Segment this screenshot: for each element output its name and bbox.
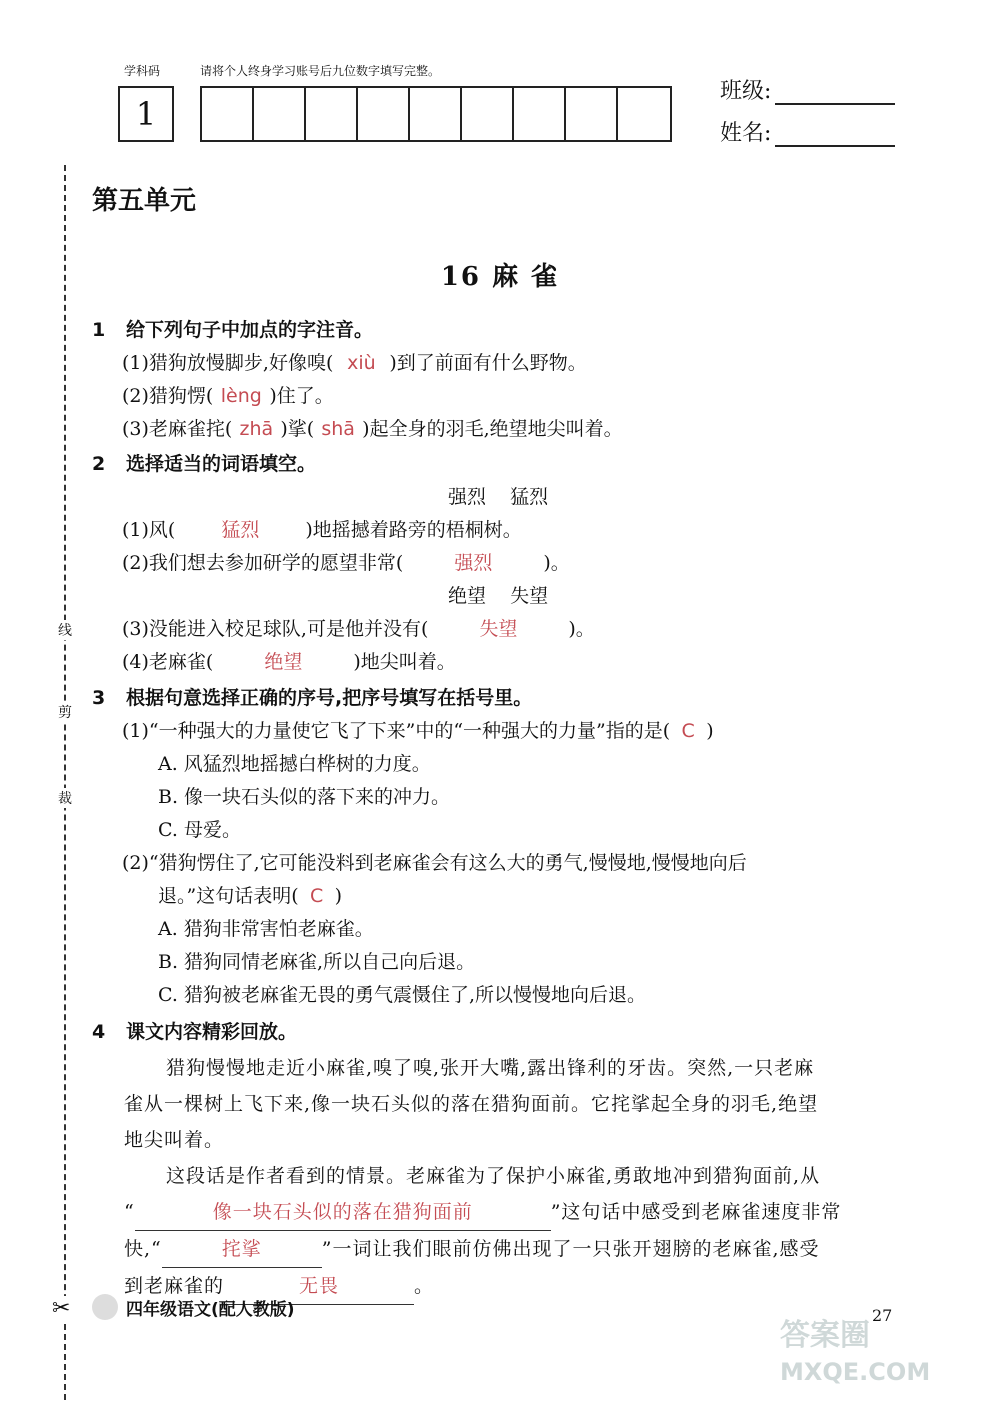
badge-icon (92, 1294, 118, 1320)
lesson-title: 16 麻 雀 (440, 262, 560, 292)
reading-passage: 猎狗慢慢地走近小麻雀,嗅了嗅,张开大嘴,露出锋利的牙齿。突然,一只老麻 雀从一棵树上飞下来,像一块石头似的落在猎狗面前。它挓挲起全身的羽毛,绝望 地尖叫着。 这段话是作者看到的情景。老麻雀为了保护小麻雀,勇敢地冲到猎狗面前,从 “ 像一块石头似的落在猎狗面前 ”这句话中感受到老麻雀速度非常 快,“ 挓挲 ”一词让我们眼前仿佛出现了一只张开翅膀的老麻雀,感受 到老麻雀的 无畏 。 (124, 1050, 924, 1305)
page-number: 27 (872, 1306, 893, 1325)
cut-label-line: 线 (56, 620, 74, 640)
answer-pinyin: lèng (220, 385, 262, 407)
answer-choice: C (681, 720, 695, 742)
question-number: 1 (92, 319, 106, 341)
answer-word: 绝望 (264, 651, 303, 673)
class-label: 班级: (720, 79, 772, 104)
digit-box (410, 88, 462, 140)
watermark-url: MXQE.COM (780, 1358, 931, 1386)
digit-box (566, 88, 618, 140)
footer-book (92, 1294, 295, 1320)
answer-word: 强烈 (454, 552, 493, 574)
book-title: 四年级语文(配人教版) (126, 1299, 295, 1320)
subject-code-label: 学科码 (124, 64, 161, 78)
word-choices: 强烈 猛烈 (448, 486, 549, 508)
answer-word: 猛烈 (221, 519, 260, 541)
answer-word: 失望 (479, 618, 518, 640)
account-instruction: 请将个人终身学习账号后九位数字填写完整。 (200, 64, 441, 78)
digit-box (254, 88, 306, 140)
digit-box (358, 88, 410, 140)
answer-pinyin: xiù (347, 352, 376, 374)
question-3: 3 根据句意选择正确的序号,把序号填写在括号里。 (1)“一种强大的力量使它飞了下来”中的“一种强大的力量”指的是( C ) A. 风猛烈地摇撼白桦树的力度。 B. 像一块石头似的落下来的冲力。 C. 母爱。 (2)“猎狗愣住了,它可能没料到老麻雀会有这么大的勇气,慢慢地,慢慢地向后 退。”这句话表明( C ) A. 猎狗非常害怕老麻雀。 B. 猎狗同情老麻雀,所以自己向后退。 C. 猎狗被老麻雀无畏的勇气震慑住了,所以慢慢地向后退。 (92, 687, 747, 1006)
answer-pinyin: zhā (239, 418, 274, 440)
word-choices: 绝望 失望 (448, 585, 549, 607)
watermark-logo-text: 答案圈 (780, 1318, 870, 1353)
digit-box (306, 88, 358, 140)
question-title: 给下列句子中加点的字注音。 (126, 319, 374, 341)
name-label: 姓名: (720, 121, 772, 146)
name-field (720, 116, 895, 147)
digit-box (514, 88, 566, 140)
digit-box (462, 88, 514, 140)
subject-code-box: 1 (118, 86, 174, 142)
unit-title: 第五单元 (92, 186, 197, 216)
scissors-icon: ✂ (52, 1296, 71, 1321)
watermark (780, 1318, 930, 1390)
question-4: 4 课文内容精彩回放。 (92, 1021, 298, 1043)
answer-sentence: 像一块石头似的落在猎狗面前 (135, 1194, 551, 1231)
question-2: 2 选择适当的词语填空。 强烈 猛烈 (1)风( 猛烈 )地摇撼着路旁的梧桐树。 (2)我们想去参加研学的愿望非常( 强烈 )。 绝望 失望 (3)没能进入校足球队,可是他并没有( 失望 )。 (4)老麻雀( 绝望 )地尖叫着。 (92, 448, 932, 679)
cut-label-cut: 剪 (56, 702, 74, 722)
digit-box (618, 88, 670, 140)
answer-word: 无畏 (224, 1268, 414, 1305)
account-digit-boxes (200, 86, 672, 142)
cut-label-trim: 裁 (56, 788, 74, 808)
answer-choice: C (310, 885, 324, 907)
answer-pinyin: shā (321, 418, 355, 440)
question-1: 1 给下列句子中加点的字注音。 (1)猎狗放慢脚步,好像嗅( xiù )到了前面有什么野物。 (2)猎狗愣( lèng )住了。 (3)老麻雀挓( zhā )挲( shā )起全身的羽毛,绝望地尖叫着。 (92, 314, 932, 446)
answer-word: 挓挲 (162, 1231, 322, 1268)
cut-line (64, 165, 66, 1400)
digit-box (202, 88, 254, 140)
class-field (720, 74, 895, 105)
